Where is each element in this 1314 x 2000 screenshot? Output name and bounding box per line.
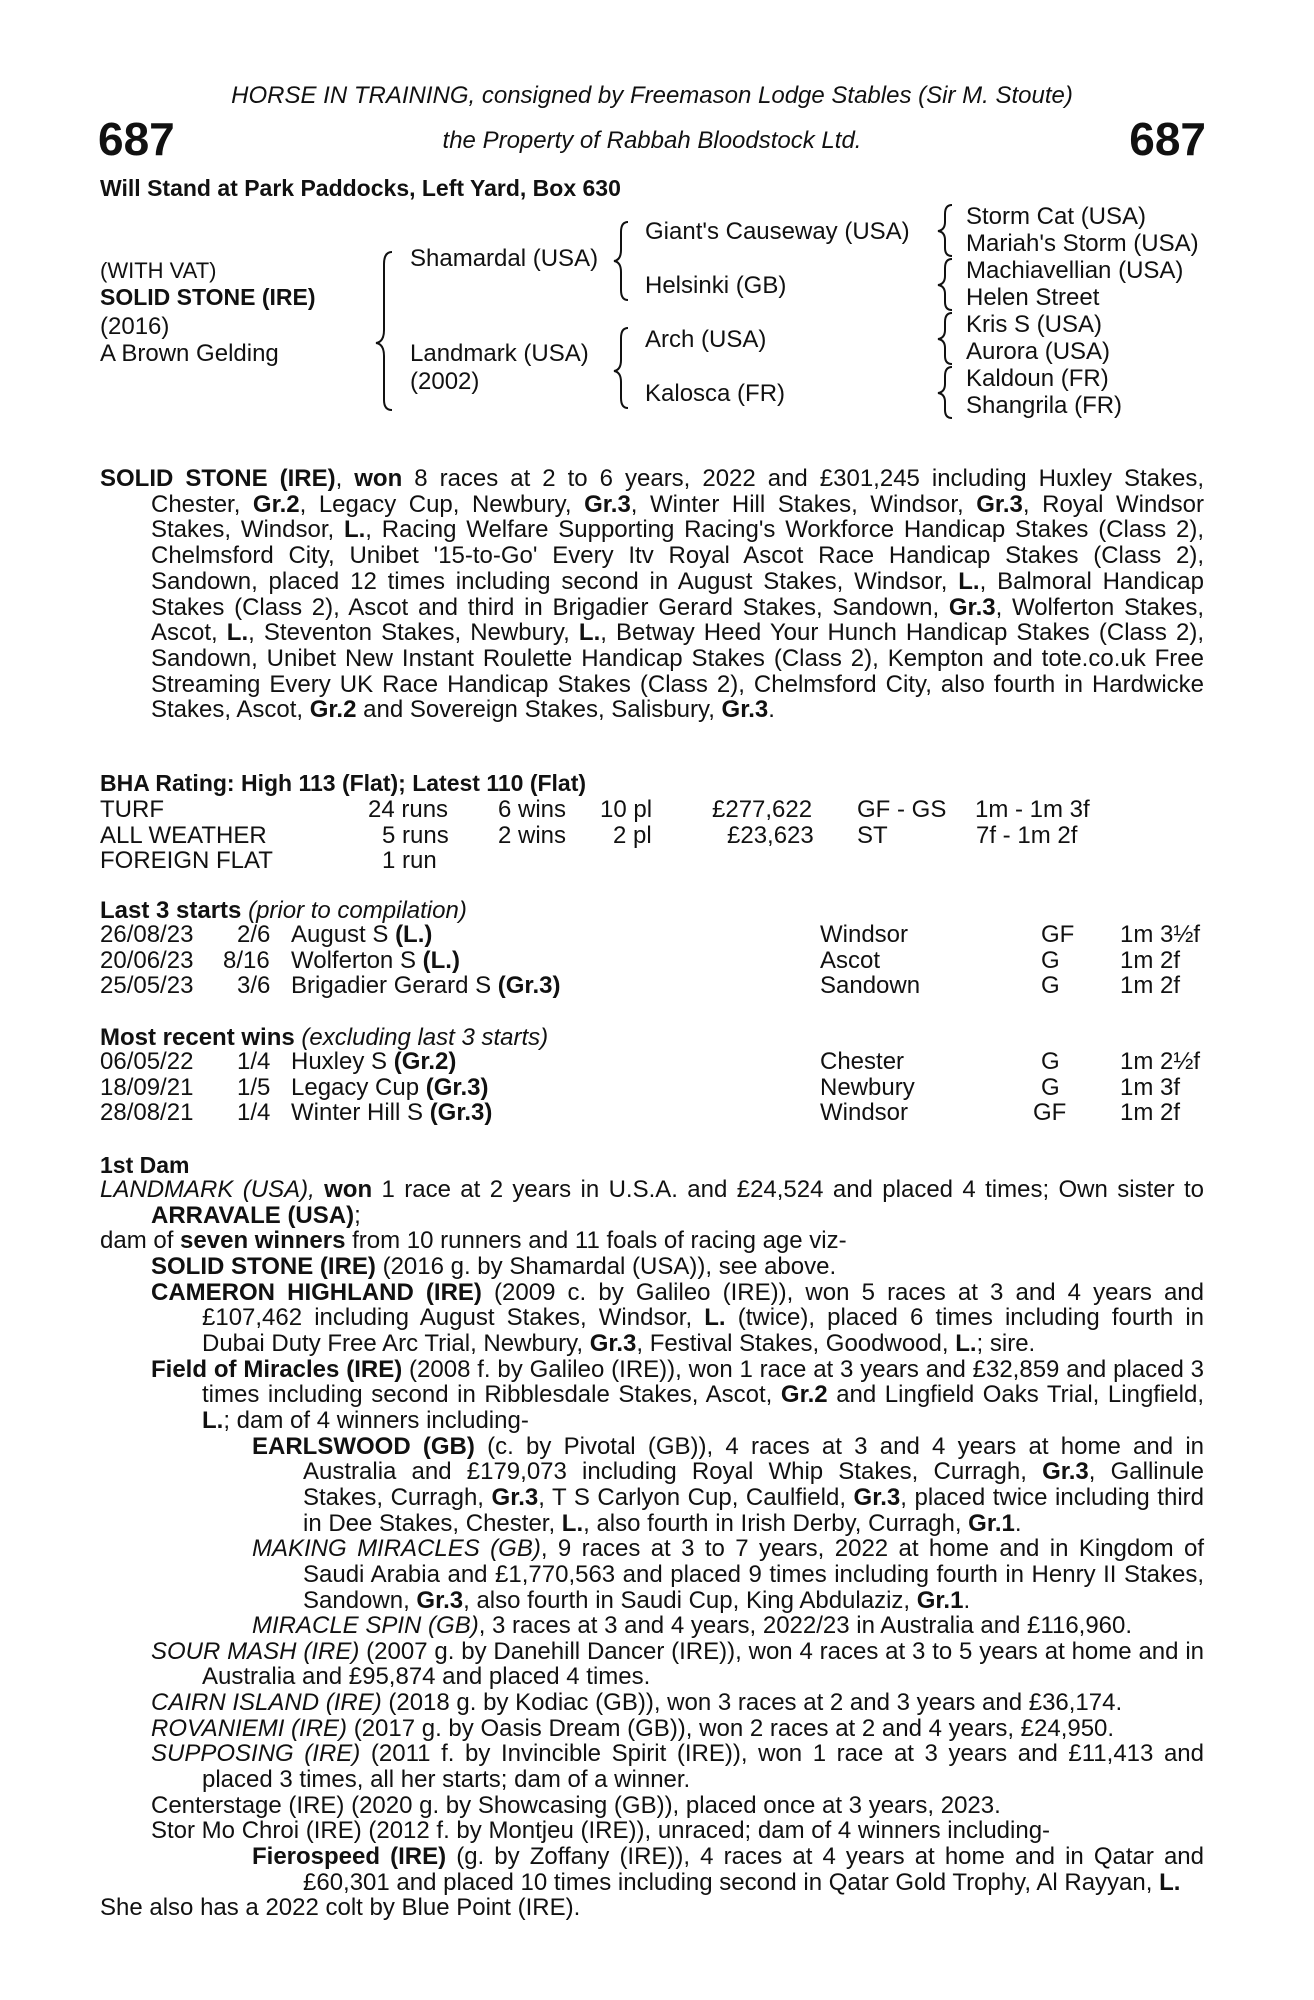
recent-wins-heading: Most recent wins (excluding last 3 starts) [100,1024,549,1051]
race-record-won: won [354,465,403,492]
pedigree-g5: Kris S (USA) [966,311,1103,338]
race-record: SOLID STONE (IRE), won 8 races at 2 to 6 years, 2022 and £301,245 including Huxley Stakes, Chester, Gr.2, Legacy Cup, Newbury, Gr.3, Winter Hill Stakes, Windsor, Gr.3, Royal Windsor Stakes, Windsor, L., Racing Welfare Supporting Racing's Workforce Handicap Stakes (Class 2), Chelmsford City, Unibet '15-to-Go' Every Itv Royal Ascot Race Handicap Stakes (Class 2), Sandown, placed 12 times including second in August Stakes, Windsor, L., Balmoral Handicap Stakes (Class 2), Ascot and third in Brigadier Gerard Stakes, Sandown, Gr.3, Wolferton Stakes, Ascot, L., Steventon Stakes, Newbury, L., Betway Heed Your Hunch Handicap Stakes (Class 2), Sandown, Unibet New Instant Roulette Handicap Stakes (Class 2), Kempton and tote.co.uk Free Streaming Every UK Race Handicap Stakes (Class 2), Chelmsford City, also fourth in Hardwicke Stakes, Ascot, Gr.2 and Sovereign Stakes, Salisbury, Gr.3. [100,465,1205,724]
produce-fierospeed: Fierospeed (IRE) (g. by Zoffany (IRE)), 4 races at 4 years at home and in Qatar and £60,301 and placed 10 times including second in Qatar Gold Trophy, Al Rayyan, L. [252,1843,1204,1896]
pedigree-g6: Aurora (USA) [966,338,1111,365]
pedigree-g8: Shangrila (FR) [966,392,1123,419]
dam-landmark: LANDMARK (USA), won 1 race at 2 years in U.S.A. and £24,524 and placed 4 times; Own sister to ARRAVALE (USA); [100,1176,1204,1229]
pedigree-g3: Machiavellian (USA) [966,257,1184,284]
last-starts-heading: Last 3 starts (prior to compilation) [100,897,467,924]
horse-description: A Brown Gelding [100,340,279,367]
pedigree-g4: Helen Street [966,284,1100,311]
produce-making-miracles: MAKING MIRACLES (GB), 9 races at 3 to 7 years, 2022 at home and in Kingdom of Saudi Arabia and £1,770,563 and placed 9 times including fourth in Henry II Stakes, Sandown, Gr.3, also fourth in Saudi Cup, King Abdulaziz, Gr.1. [252,1535,1204,1614]
pedigree-sire-sire: Giant's Causeway (USA) [645,218,910,245]
dam-also-has: She also has a 2022 colt by Blue Point (IRE). [100,1894,581,1922]
produce-miracle-spin: MIRACLE SPIN (GB), 3 races at 3 and 4 years, 2022/23 in Australia and £116,960. [252,1612,1133,1640]
race-record-horse-name: SOLID STONE (IRE) [100,465,336,492]
produce-cameron-highland: CAMERON HIGHLAND (IRE) (2009 c. by Galileo (IRE)), won 5 races at 3 and 4 years and £107,462 including August Stakes, Windsor, L. (twice), placed 6 times including fourth in Dubai Duty Free Arc Trial, Newbury, Gr.3, Festival Stakes, Goodwood, L.; sire. [151,1278,1205,1357]
horse-year: (2016) [100,313,170,340]
produce-earlswood: EARLSWOOD (GB) (c. by Pivotal (GB)), 4 races at 3 and 4 years at home and in Australia and £179,073 including Royal Whip Stakes, Curragh, Gr.3, Gallinule Stakes, Curragh, Gr.3, T S Carlyon Cup, Caulfield, Gr.3, placed twice including third in Dee Stakes, Chester, L., also fourth in Irish Derby, Curragh, Gr.1. [252,1432,1205,1537]
dam-section [100,1177,1204,1921]
pedigree-dam-year: (2002) [410,368,480,395]
stabling-info: Will Stand at Park Paddocks, Left Yard, Box 630 [100,175,621,201]
bha-rating-heading: BHA Rating: High 113 (Flat); Latest 110 (Flat) [100,770,587,796]
pedigree-g7: Kaldoun (FR) [966,365,1109,392]
lot-number-right: 687 [1129,113,1206,165]
pedigree-sire-dam: Helsinki (GB) [645,272,787,299]
horse-name: SOLID STONE (IRE) [100,284,316,310]
produce-sour-mash: SOUR MASH (IRE) (2007 g. by Danehill Dancer (IRE)), won 4 races at 3 to 5 years at home and in Australia and £95,874 and placed 4 times. [151,1637,1204,1691]
produce-centerstage: Centerstage (IRE) (2020 g. by Showcasing (GB)), placed once at 3 years, 2023. [151,1791,1001,1819]
pedigree-dam-dam: Kalosca (FR) [645,380,786,407]
catalogue-page: HORSE IN TRAINING, consigned by Freemason Lodge Stables (Sir M. Stoute) the Property of Rabbah Bloodstock Ltd. 687 687 Will Stand at Park Paddocks, Left Yard, Box 630 (WITH VAT) SOLID STONE (IRE) (2016) A Brown Gelding Shamardal (USA) Landmark (USA) (2002) Giant's Causeway (USA) Helsinki (GB) Arch (USA) Kalosca (FR) Storm Cat (USA) Mariah's Storm (USA) Machiavellian (USA) Helen Street Kris S (USA) Aurora (USA) Kaldoun (FR) Shangrila (FR) SOLID STONE (IRE), won 8 races at 2 to 6 years, 2022 and £301,245 including Huxley Stakes, Chester, Gr.2, Legacy Cup, Newbury, Gr.3, Winter Hill Stakes, Windsor, Gr.3, Royal Windsor Stakes, Windsor, L., Racing Welfare Supporting Racing's Workforce Handicap Stakes (Class 2), Chelmsford City, Unibet '15-to-Go' Every Itv Royal Ascot Race Handicap Stakes (Class 2), Sandown, placed 12 times including second in August Stakes, Windsor, L., Balmoral Handicap Stakes (Class 2), Ascot and third in Brigadier Gerard Stakes, Sandown, Gr.3, Wolferton Stakes, Ascot, L., Steventon Stakes, Newbury, L., Betway Heed Your Hunch Handicap Stakes (Class 2), Sandown, Unibet New Instant Roulette Handicap Stakes (Class 2), Kempton and tote.co.uk Free Streaming Every UK Race Handicap Stakes (Class 2), Chelmsford City, also fourth in Hardwicke Stakes, Ascot, Gr.2 and Sovereign Stakes, Salisbury, Gr.3. BHA Rating: High 113 (Flat); Latest 110 (Flat) TURF 24 runs 6 wins 10 pl £277,622 GF - GS 1m - 1m 3f ALL WEATHER 5 runs 2 wins 2 pl £23,623 ST 7f - 1m 2f FOREIGN FLAT 1 run Last 3 starts (prior to compilation) 26/08/23 2/6 August S (L.) Windsor GF 1m 3½f 20/06/23 8/16 Wolferton S (L.) Ascot G 1m 2f 25/05/23 3/6 Brigadier Gerard S (Gr.3) Sandown G 1m 2f Most recent wins (excluding last 3 starts) 06/05/22 1/4 Huxley S (Gr.2) Chester G 1m 2½f 18/09/21 1/5 Legacy Cup (Gr.3) Newbury G 1m 3f 28/08/21 1/4 Winter Hill S (Gr.3) Windsor GF 1m 2f 1st Dam LANDMARK (USA), won 1 race at 2 years in U.S.A. and £24,524 and placed 4 times; Own sister to ARRAVALE (USA); dam of seven winners from 10 runners and 11 foals of racing age viz- SOLID STONE (IRE) (2016 g. by Shamardal (USA)), see above. CAMERON HIGHLAND (IRE) (2009 c. by Galileo (IRE)), won 5 races at 3 and 4 years and £107,462 including August Stakes, Windsor, L. (twice), placed 6 times including fourth in Dubai Duty Free Arc Trial, Newbury, Gr.3, Festival Stakes, Goodwood, L.; sire. Field of Miracles (IRE) (2008 f. by Galileo (IRE)), won 1 race at 3 years and £32,859 and placed 3 times including second in Ribblesdale Stakes, Ascot, Gr.2 and Lingfield Oaks Trial, Lingfield, L.; dam of 4 winners including- EARLSWOOD (GB) (c. by Pivotal (GB)), 4 races at 3 and 4 years at home and in Australia and £179,073 including Royal Whip Stakes, Curragh, Gr.3, Gallinule Stakes, Curragh, Gr.3, T S Carlyon Cup, Caulfield, Gr.3, placed twice including third in Dee Stakes, Chester, L., also fourth in Irish Derby, Curragh, Gr.1. MAKING MIRACLES (GB), 9 races at 3 to 7 years, 2022 at home and in Kingdom of Saudi Arabia and £1,770,563 and placed 9 times including fourth in Henry II Stakes, Sandown, Gr.3, also fourth in Saudi Cup, King Abdulaziz, Gr.1. MIRACLE SPIN (GB), 3 races at 3 and 4 years, 2022/23 in Australia and £116,960. SOUR MASH (IRE) (2007 g. by Danehill Dancer (IRE)), won 4 races at 3 to 5 years at home and in Australia and £95,874 and placed 4 times. CAIRN ISLAND (IRE) (2018 g. by Kodiac (GB)), won 3 races at 2 and 3 years and £36,174. ROVANIEMI (IRE) (2017 g. by Oasis Dream (GB)), won 2 races at 2 and 4 years, £24,950. SUPPOSING (IRE) (2011 f. by Invincible Spirit (IRE)), won 1 race at 3 years and £11,413 and placed 3 times, all her starts; dam of a winner. Centerstage (IRE) (2020 g. by Showcasing (GB)), placed once at 3 years, 2023. Stor Mo Chroi (IRE) (2012 f. by Montjeu (IRE)), unraced; dam of 4 winners including- Fierospeed (IRE) (g. by Zoffany (IRE)), 4 races at 4 years at home and in Qatar and £60,301 and placed 10 times including second in Qatar Gold Trophy, Al Rayyan, L. She also has a 2022 colt by Blue Point (IRE). [0,0,1314,2000]
consignor-line: HORSE IN TRAINING, consigned by Freemason Lodge Stables (Sir M. Stoute) [231,82,1073,109]
produce-supposing: SUPPOSING (IRE) (2011 f. by Invincible Spirit (IRE)), won 1 race at 3 years and £11,413 and placed 3 times, all her starts; dam of a winner. [151,1740,1205,1794]
vat-note: (WITH VAT) [100,258,217,283]
lot-number-left: 687 [98,113,175,165]
produce-cairn-island: CAIRN ISLAND (IRE) (2018 g. by Kodiac (GB)), won 3 races at 2 and 3 years and £36,174. [151,1689,1123,1717]
pedigree-sire: Shamardal (USA) [410,245,599,272]
dam-heading: 1st Dam [100,1152,190,1178]
pedigree-dam: Landmark (USA) [410,340,589,367]
dam-produce-summary: dam of seven winners from 10 runners and 11 foals of racing age viz- [100,1227,847,1255]
pedigree-g1: Storm Cat (USA) [966,203,1147,230]
pedigree-g2: Mariah's Storm (USA) [966,230,1199,257]
property-line: the Property of Rabbah Bloodstock Ltd. [442,127,862,154]
produce-stor-mo-chroi: Stor Mo Chroi (IRE) (2012 f. by Montjeu (IRE)), unraced; dam of 4 winners including- [151,1817,1051,1845]
produce-field-of-miracles: Field of Miracles (IRE) (2008 f. by Galileo (IRE)), won 1 race at 3 years and £32,859 and placed 3 times including second in Ribblesdale Stakes, Ascot, Gr.2 and Lingfield Oaks Trial, Lingfield, L.; dam of 4 winners including- [151,1355,1205,1434]
pedigree-dam-sire: Arch (USA) [645,326,767,353]
produce-solid-stone: SOLID STONE (IRE) (2016 g. by Shamardal (USA)), see above. [151,1252,837,1280]
produce-rovaniemi: ROVANIEMI (IRE) (2017 g. by Oasis Dream (GB)), won 2 races at 2 and 4 years, £24,950. [151,1714,1115,1742]
